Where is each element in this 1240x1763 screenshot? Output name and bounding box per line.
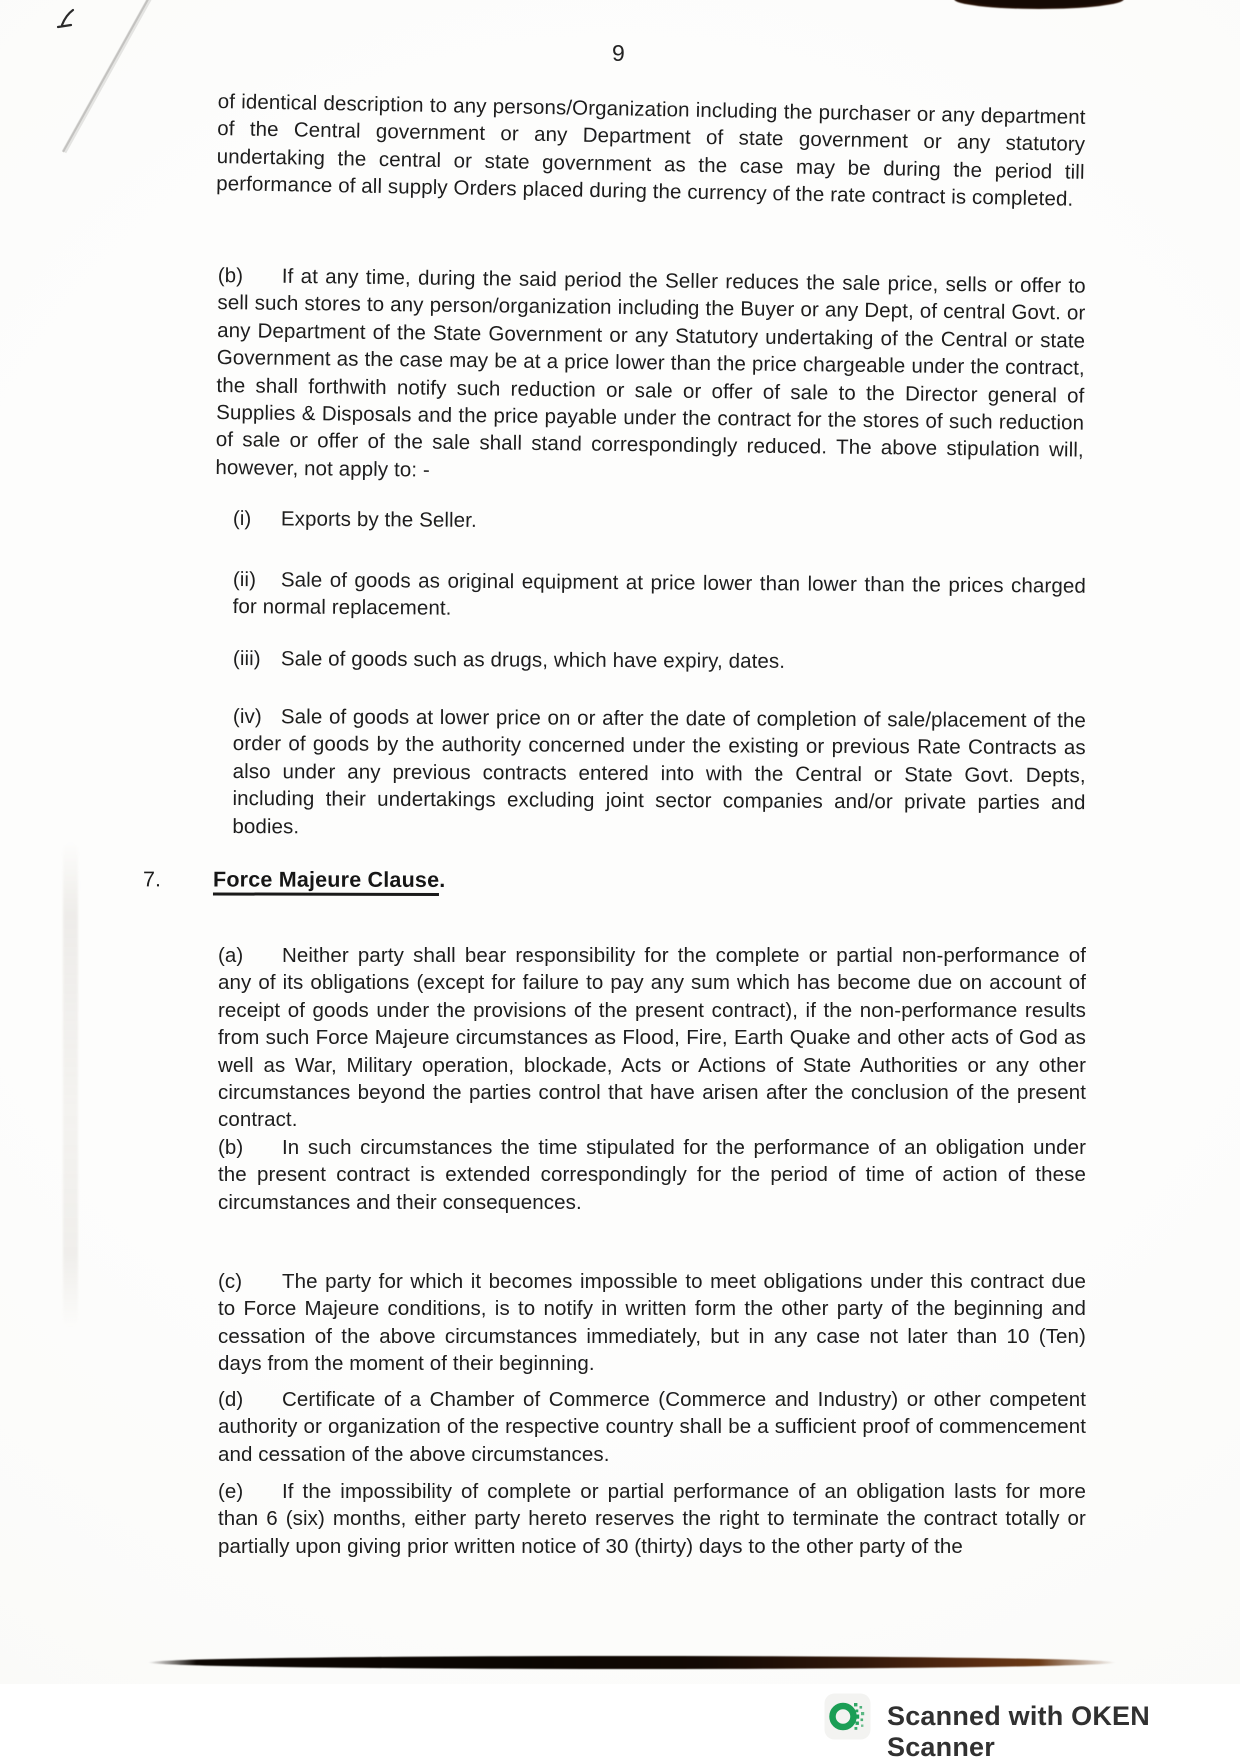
item-label: (i) [232, 506, 252, 531]
item-text: Exports by the Seller. [280, 507, 477, 532]
oken-scanner-logo-icon [824, 1693, 871, 1740]
clause-label: (b) [218, 1135, 244, 1159]
intro-paragraph [216, 88, 1086, 214]
section-heading [142, 867, 713, 893]
handwritten-mark [52, 6, 82, 36]
item-text: Sale of goods as original equipment at price lower than lower than the prices charged for normal replacement. [232, 568, 1086, 621]
clause-text: The party for which it becomes impossible to meet obligations under this contract due to Force Majeure conditions, is to notify in written form the other party of the beginning and cessation of the above circumstances immediately, but in any case not later than 10 (Ten) days from the moment of their beginning. [218, 1270, 1086, 1376]
item-text: Sale of goods such as drugs, which have expiry, dates. [280, 647, 786, 673]
clause-text: In such circumstances the time stipulated for the performance of an obligation under the present contract is extended correspondingly for the period of time of action of these circumstances and their consequences. [218, 1135, 1086, 1214]
force-majeure-clause-e [218, 1478, 1086, 1560]
force-majeure-clause-a-b [218, 942, 1086, 1216]
force-majeure-clause-d [218, 1386, 1086, 1468]
clause-label: (e) [218, 1480, 244, 1503]
scanner-credit-text: Scanned with OKEN Scanner [887, 1701, 1150, 1762]
clause-text: If at any time, during the said period the Seller reduces the sale price, sells or offer to sell such stores to any person/organization including the Buyer or any Dept, of central Govt. or any Department of the State Government or any Statutory undertaking of the Central or state Government as the case may be at a price lower than the price chargeable under the contract, the shall forthwith notify such reduction or sale or offer of sale to the Director general of Supplies & Disposals and the price payable under the contract for the stores of such reduction of sale or offer of the sale shall stand correspondingly reduced. The above stipulation will, however, not apply to: - [215, 264, 1086, 482]
exception-item-ii [233, 566, 1086, 628]
section-title-period: . [439, 867, 446, 892]
clause-b-paragraph [215, 262, 1086, 492]
clause-text: If the impossibility of complete or partial performance of an obligation lasts for more than 6 (six) months, either party hereto reserves the right to terminate the contract totally or partially upon giving prior written notice of 30 (thirty) days to the other party of the [218, 1480, 1086, 1558]
exception-item-iv [232, 703, 1086, 844]
item-label: (iii) [232, 647, 261, 671]
bottom-edge-shadow [148, 1656, 1116, 1669]
section-number: 7. [142, 867, 161, 892]
item-label: (ii) [232, 567, 257, 592]
page-number: 9 [612, 40, 626, 66]
item-label: (iv) [232, 705, 262, 729]
top-edge-shadow [954, 0, 1124, 9]
paragraph-text: of identical description to any persons/Organization including the purchaser or any department of the Central government or any Department of state government or any statutory undertaking the central or state government as the case may be during the period till performance of all supply Orders placed during the currency of the rate contract is completed. [216, 89, 1086, 211]
force-majeure-clause-c [218, 1268, 1086, 1378]
exception-item-iii [233, 645, 1086, 677]
clause-text: Neither party shall bear responsibility for the complete or partial non-performance of any of its obligations (except for failure to pay any sum which has become due on account of receipt of goods under the provisions of the present contract), if the non-performance results from such Force Majeure circumstances as Flood, Fire, Earth Quake and other acts of God as well as War, Military operation, blockade, Acts or Actions of State Authorities or any other circumstances beyond the parties control that have arisen after the conclusion of the present contract. [218, 944, 1086, 1132]
exception-item-i [233, 505, 1086, 539]
item-text: Sale of goods at lower price on or after the date of completion of sale/placement of the order of goods by the authority concerned under the existing or previous Rate Contracts as also under any previous contracts entered into with the Central or State Govt. Depts, including their undertakings excluding joint sector companies and/or private parties and bodies. [232, 705, 1086, 838]
clause-label: (d) [218, 1388, 244, 1411]
clause-label: (c) [218, 1270, 243, 1293]
left-edge-smudge [63, 842, 78, 1327]
corner-crease-line [0, 0, 220, 200]
clause-text: Certificate of a Chamber of Commerce (Commerce and Industry) or other competent authority or organization of the respective country shall be a sufficient proof of commencement and cessation of the above circumstances. [218, 1388, 1086, 1466]
scanner-footer [0, 1684, 1240, 1762]
clause-label: (a) [218, 944, 244, 967]
section-title: Force Majeure Clause [213, 867, 439, 895]
clause-label: (b) [217, 263, 244, 288]
